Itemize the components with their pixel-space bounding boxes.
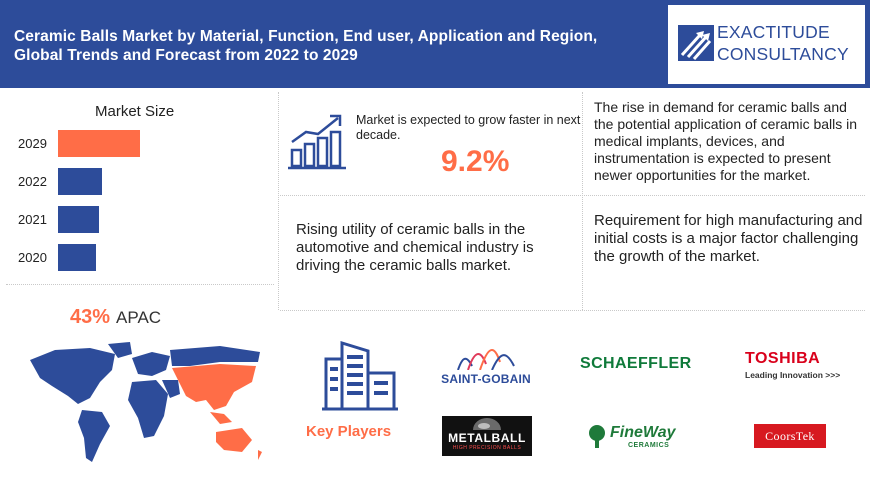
bar-row: [18, 130, 158, 157]
company-logo-toshiba: [745, 350, 855, 380]
header-banner: [0, 0, 870, 88]
company-logo-saint-gobain: [436, 344, 536, 386]
company-tagline: CERAMICS: [628, 442, 670, 449]
company-name: FineWay: [610, 424, 676, 441]
metalball-sphere-icon: [472, 416, 502, 430]
map-europe: [132, 352, 170, 376]
challenge-text: Requirement for high manufacturing and initial costs is a major factor challenging the growth of the market.: [594, 212, 863, 265]
bar-label: 2021: [18, 212, 47, 227]
region-share: [70, 306, 161, 329]
company-name: CoorsTek: [765, 429, 815, 443]
company-logo-fineway: [586, 424, 696, 452]
building-icon: [320, 337, 400, 413]
company-logo-metalball: [442, 416, 532, 456]
bar-label: 2029: [18, 136, 47, 151]
company-name: SCHAEFFLER: [580, 355, 692, 372]
bar-label: 2022: [18, 174, 47, 189]
report-title: [14, 27, 654, 65]
map-new-zealand: [258, 450, 262, 460]
driver-text: Rising utility of ceramic balls in the automotive and chemical industry is driving the ceramic balls market.: [296, 221, 534, 274]
title-line-1: Ceramic Balls Market by Material, Function, End user, Application and Region,: [14, 28, 598, 45]
cagr-value: 9.2%: [441, 145, 510, 178]
map-asia-pacific: [172, 364, 256, 410]
map-africa: [128, 380, 168, 438]
company-tagline: Leading Innovation >>>: [745, 370, 841, 380]
world-map: [20, 340, 270, 475]
region-share-value: 43%: [70, 306, 111, 328]
brand-logo: [668, 5, 865, 84]
brand-line-2: CONSULTANCY: [717, 44, 849, 64]
map-southeast-asia: [210, 412, 232, 424]
brand-name: [717, 21, 849, 65]
title-line-2: Global Trends and Forecast from 2022 to 2029: [14, 47, 358, 64]
market-size-title: Market Size: [95, 103, 175, 120]
bar-2020: [58, 244, 96, 271]
opportunity-text: The rise in demand for ceramic balls and the potential application of ceramic balls in medical implants, devices, and instrumentation is expected to present newer opportunities for the market.: [594, 99, 858, 183]
bar-2029: [58, 130, 140, 157]
bar-row: [18, 168, 158, 195]
company-name: TOSHIBA: [745, 350, 821, 367]
map-australia: [216, 428, 252, 452]
bar-2021: [58, 206, 99, 233]
growth-chart-icon: [288, 112, 348, 172]
bar-row: [18, 206, 158, 233]
divider-h1: [280, 195, 865, 196]
growth-text: Market is expected to grow faster in next decade.: [356, 113, 581, 142]
map-south-america: [78, 410, 110, 462]
bar-label: 2020: [18, 250, 47, 265]
fineway-tree-icon: [586, 424, 608, 448]
company-name: SAINT-GOBAIN: [441, 372, 531, 386]
map-north-america: [30, 348, 115, 404]
divider-h2: [6, 284, 274, 285]
divider-left: [278, 92, 279, 310]
company-logo-schaeffler: [580, 355, 702, 373]
region-name: APAC: [116, 308, 162, 327]
company-name: METALBALL: [448, 431, 526, 445]
bar-2022: [58, 168, 102, 195]
divider-h3: [280, 310, 865, 311]
company-logo-coorstek: [754, 424, 826, 448]
brand-arrows-icon: [678, 23, 714, 63]
bar-row: [18, 244, 158, 271]
map-russia: [170, 346, 260, 366]
key-players-label: Key Players: [306, 423, 392, 440]
company-tagline: HIGH PRECISION BALLS: [452, 445, 522, 451]
saint-gobain-mark-icon: [454, 344, 518, 370]
brand-line-1: EXACTITUDE: [717, 22, 830, 42]
